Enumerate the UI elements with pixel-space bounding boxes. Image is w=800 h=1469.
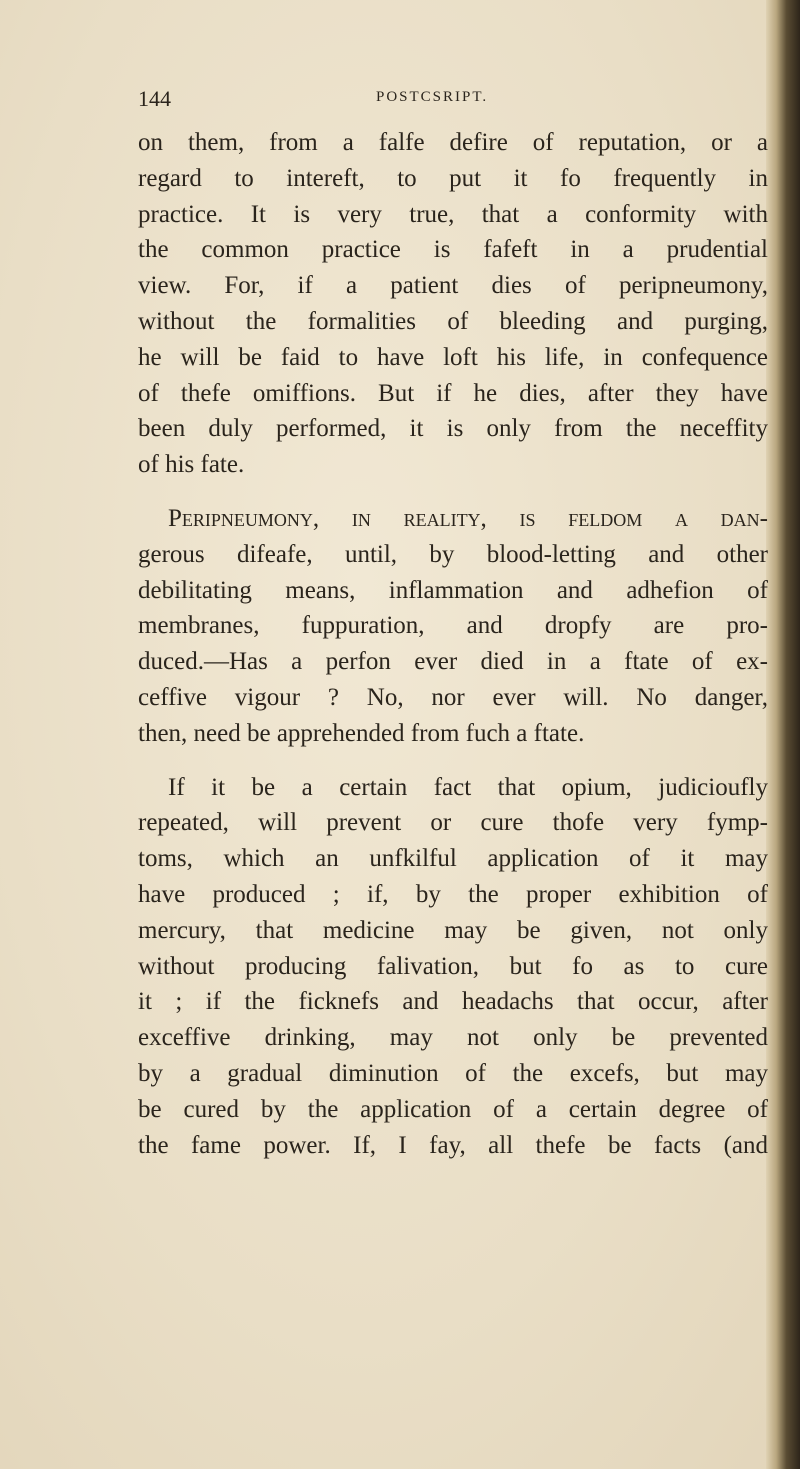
text-line: of his fate.	[138, 451, 245, 479]
text-line: be cured by the application of a certain degree of	[138, 1095, 768, 1123]
text-line: without producing falivation, but fo as to cure	[138, 952, 768, 980]
text-line: without the formalities of bleeding and purging,	[138, 307, 768, 335]
paragraph	[138, 501, 768, 752]
text-line: gerous difeafe, until, by blood-letting and other	[138, 540, 768, 568]
text-line: repeated, will prevent or cure thofe very fymp-	[138, 809, 768, 837]
text-line: toms, which an unfkilful application of it may	[138, 845, 768, 873]
text-line: duced.—Has a perfon ever died in a ftate of ex-	[138, 648, 768, 676]
page-gutter-shadow	[766, 0, 800, 1469]
text-line: on them, from a falfe defire of reputation, or a	[138, 129, 768, 156]
text-line: Peripneumony, in reality, is feldom a dan-	[168, 504, 768, 532]
page-header	[138, 86, 678, 116]
page-number: 144	[138, 86, 171, 111]
text-body	[138, 125, 768, 1163]
paragraph	[138, 770, 768, 1164]
text-line: view. For, if a patient dies of peripneumony,	[138, 272, 768, 300]
text-line: then, need be apprehended from fuch a ftate.	[138, 719, 585, 747]
text-line: exceffive drinking, may not only be prevented	[138, 1024, 768, 1052]
text-line: of thefe omiffions. But if he dies, after they have	[138, 379, 768, 407]
text-line: If it be a certain fact that opium, judicioufly	[168, 773, 768, 801]
text-line: he will be faid to have loft his life, in confequence	[138, 343, 768, 371]
text-line: membranes, fuppuration, and dropfy are pro-	[138, 612, 768, 640]
text-line: regard to intereft, to put it fo frequently in	[138, 164, 768, 192]
text-line: it ; if the ficknefs and headachs that occur, after	[138, 988, 768, 1016]
text-line: debilitating means, inflammation and adhefion of	[138, 576, 768, 604]
text-line: mercury, that medicine may be given, not only	[138, 916, 768, 944]
text-line: been duly performed, it is only from the neceffity	[138, 415, 768, 443]
paragraph	[138, 125, 768, 483]
text-line: the common practice is fafeft in a prudential	[138, 236, 768, 264]
text-line: practice. It is very true, that a conformity with	[138, 200, 768, 228]
text-line: by a gradual diminution of the excefs, but may	[138, 1059, 768, 1087]
text-line: the fame power. If, I fay, all thefe be facts (and	[138, 1131, 768, 1159]
text-line: have produced ; if, by the proper exhibition of	[138, 880, 768, 908]
running-title: POSTCSRIPT.	[376, 89, 489, 105]
text-line: ceffive vigour ? No, nor ever will. No danger,	[138, 683, 768, 711]
